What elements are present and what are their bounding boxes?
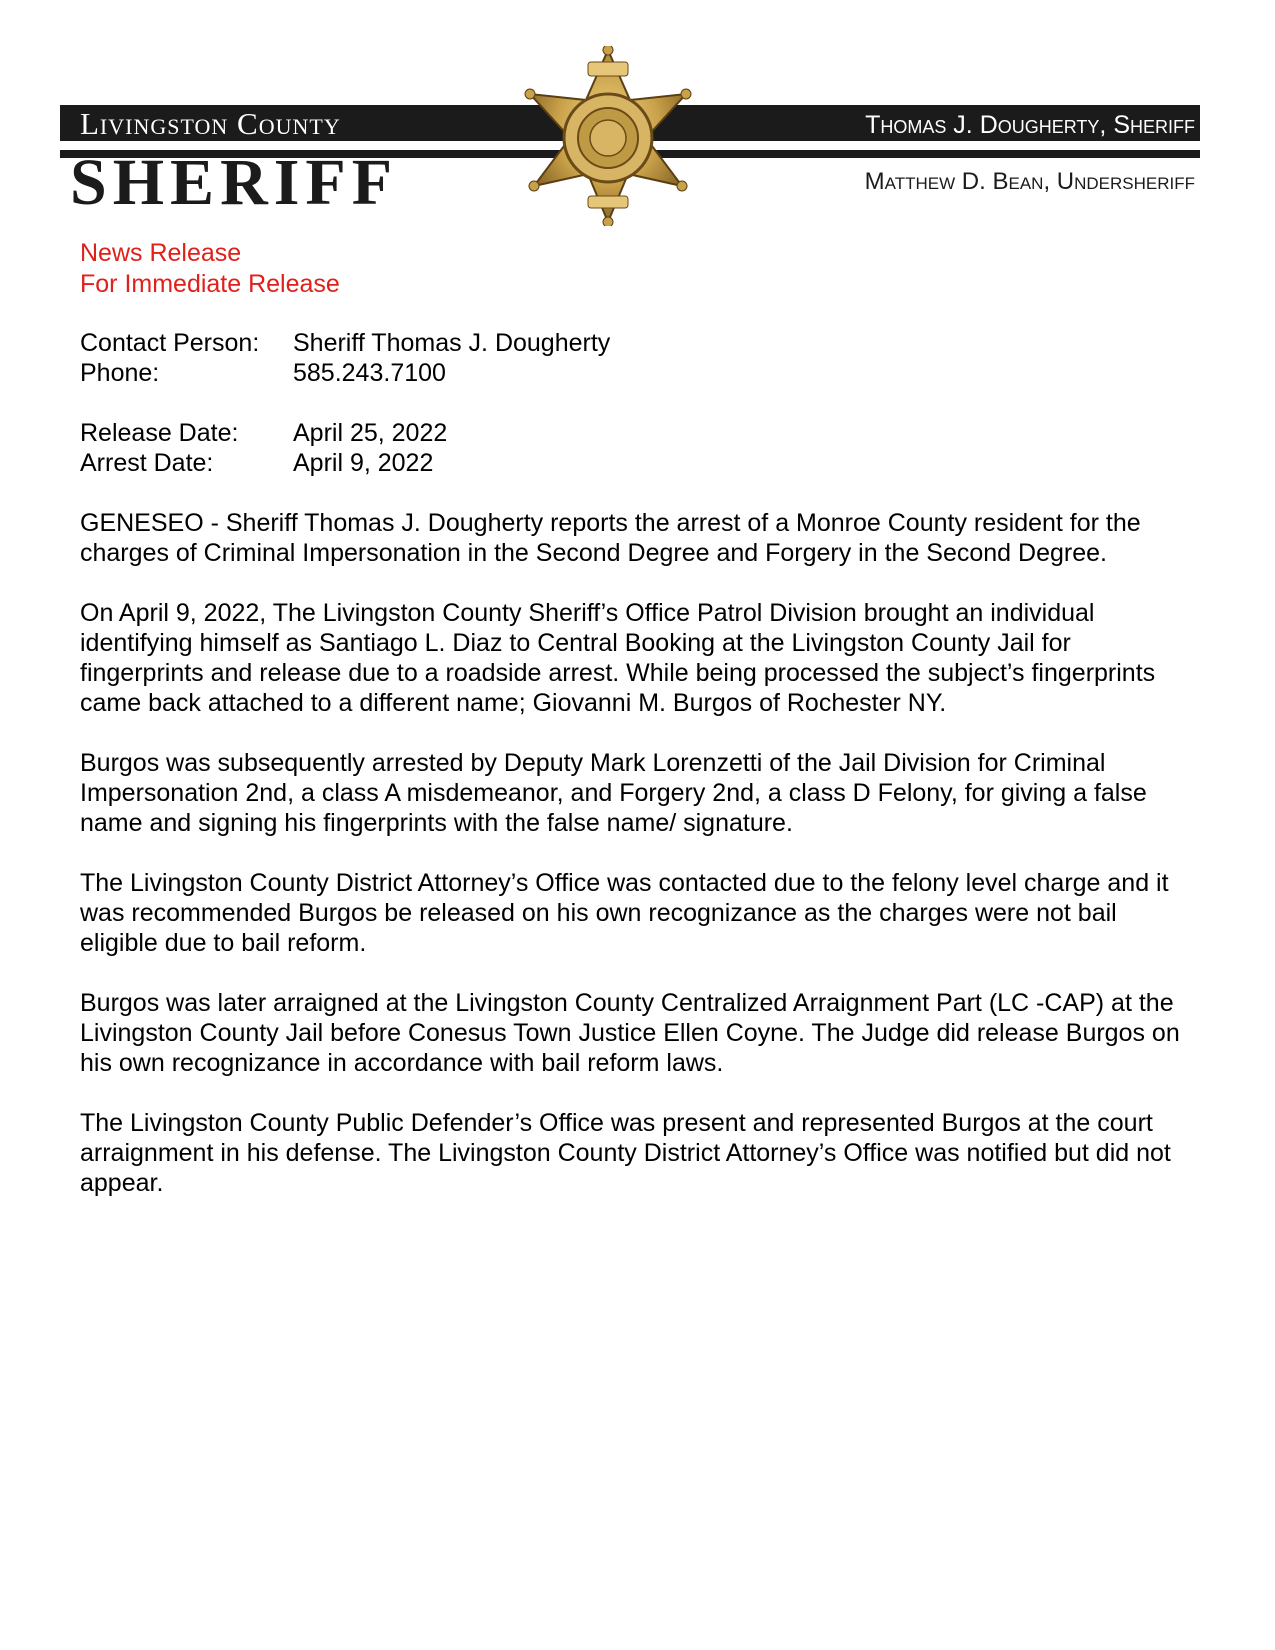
undersheriff-name: Matthew D. Bean, Undersheriff <box>864 168 1195 195</box>
sheriff-name: Thomas J. Dougherty, Sheriff <box>865 111 1195 139</box>
body-paragraph: Burgos was later arraigned at the Livingston County Centralized Arraignment Part (LC -CAP) at the Livingston County Jail before Conesus Town Justice Ellen Coyne. The Judge did release Burgos on his own recognizance in accordance with bail reform laws. <box>80 989 1180 1077</box>
news-release-label: News Release <box>80 239 242 267</box>
arrest-date-value: April 9, 2022 <box>293 449 434 477</box>
release-header <box>80 238 340 300</box>
immediate-release-label: For Immediate Release <box>80 270 340 298</box>
release-date-row <box>80 418 447 448</box>
release-date-label: Release Date: <box>80 419 239 447</box>
contact-person-label: Contact Person: <box>80 329 260 357</box>
letterhead <box>0 0 1275 245</box>
body-paragraph: The Livingston County District Attorney’s Office was contacted due to the felony level charge and it was recommended Burgos be released on his own recognizance as the charges were not bail eligible due to bail reform. <box>80 869 1169 957</box>
phone-label: Phone: <box>80 359 160 387</box>
release-body <box>80 508 1190 1228</box>
agency-title: SHERIFF <box>70 146 399 219</box>
body-paragraph: The Livingston County Public Defender’s Office was present and represented Burgos at the court arraignment in his defense. The Livingston County District Attorney’s Office was notified but did not appear. <box>80 1109 1171 1197</box>
county-name: Livingston County <box>80 106 341 141</box>
arrest-date-label: Arrest Date: <box>80 449 214 477</box>
release-date-value: April 25, 2022 <box>293 419 448 447</box>
phone-value: 585.243.7100 <box>293 359 446 387</box>
body-paragraph: GENESEO - Sheriff Thomas J. Dougherty reports the arrest of a Monroe County resident for the charges of Criminal Impersonation in the Second Degree and Forgery in the Second Degree. <box>80 509 1141 567</box>
sheriff-badge-icon <box>522 46 694 226</box>
body-paragraph: On April 9, 2022, The Livingston County Sheriff’s Office Patrol Division brought an individual identifying himself as Santiago L. Diaz to Central Booking at the Livingston County Jail for fingerprints and release due to a roadside arrest. While being processed the subject’s fingerprints came back attached to a different name; Giovanni M. Burgos of Rochester NY. <box>80 599 1156 717</box>
phone-row <box>80 358 610 388</box>
contact-person-row <box>80 328 610 358</box>
contact-block <box>80 328 610 388</box>
arrest-date-row <box>80 448 447 478</box>
contact-person-value: Sheriff Thomas J. Dougherty <box>293 329 611 357</box>
body-paragraph: Burgos was subsequently arrested by Deputy Mark Lorenzetti of the Jail Division for Criminal Impersonation 2nd, a class A misdemeanor, and Forgery 2nd, a class D Felony, for giving a false name and signing his fingerprints with the false name/ signature. <box>80 749 1147 837</box>
dates-block <box>80 418 447 478</box>
